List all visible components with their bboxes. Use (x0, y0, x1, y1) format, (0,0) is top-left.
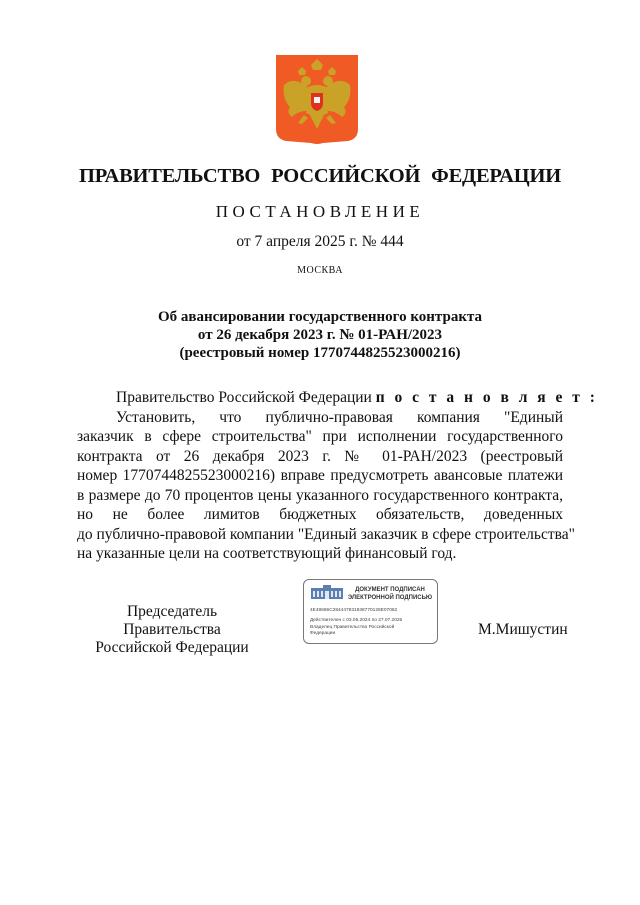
subject-line-1: Об авансировании государственного контракта (157, 309, 483, 325)
government-title: ПРАВИТЕЛЬСТВО РОССИЙСКОЙ ФЕДЕРАЦИИ (79, 165, 561, 187)
document-city: МОСКВА (297, 265, 343, 276)
body-intro-text: Правительство Российской Федерации (116, 389, 376, 406)
signatory-position (77, 603, 267, 657)
body-line-last: на указанные цели на соответствующий финансовый год. (77, 545, 457, 562)
body-paragraph-intro (77, 388, 598, 408)
stamp-title-line-2: ЭЛЕКТРОННОЙ ПОДПИСЬЮ (347, 594, 433, 601)
subject-line-3: (реестровый номер 1770744825523000216) (179, 345, 461, 361)
stamp-title-line-1: ДОКУМЕНТ ПОДПИСАН (355, 587, 425, 593)
signatory-position-line-1: Председатель Правительства (123, 603, 221, 638)
government-building-icon (310, 585, 344, 600)
electronic-signature-stamp (303, 579, 438, 644)
coat-of-arms-emblem (276, 55, 358, 145)
body-line: номер 1770744825523000216) вправе предусмотреть авансовые платежи (77, 467, 563, 484)
body-line: до публично-правовой компании "Единый заказчик в сфере строительства" (77, 525, 575, 543)
body-line: но не более лимитов бюджетных обязательств, доведенных (77, 506, 563, 523)
body-line: Установить, что публично-правовая компания "Единый (116, 408, 563, 426)
stamp-validity: Действителен с 03.05.2024 по 27.07.2025 (310, 618, 403, 623)
stamp-title (344, 587, 436, 602)
stamp-owner-line-1: Владелец Правительство Российской (310, 625, 395, 630)
subject-line-2: от 26 декабря 2023 г. № 01-РАН/2023 (197, 327, 443, 343)
document-date-number: от 7 апреля 2025 г. № 444 (236, 233, 404, 250)
body-line: контракта от 26 декабря 2023 г. № 01-РАН/2023 (реестровый (77, 447, 563, 465)
stamp-certificate-serial: 4E48686C284447931938770128E07062 (310, 608, 398, 613)
body-intro-action: п о с т а н о в л я е т : (375, 389, 598, 406)
signatory-position-line-2: Российской Федерации (95, 639, 249, 656)
document-body (77, 388, 598, 564)
body-line: заказчик в сфере строительства" при исполнении государственного (77, 428, 563, 445)
document-subject (0, 308, 640, 362)
signatory-name: М.Мишустин (478, 621, 568, 638)
body-line: в размере до 70 процентов цены указанного государственного контракта, (77, 486, 563, 504)
stamp-owner-line-2: Федерации (310, 631, 336, 636)
document-type: ПОСТАНОВЛЕНИЕ (215, 202, 425, 221)
